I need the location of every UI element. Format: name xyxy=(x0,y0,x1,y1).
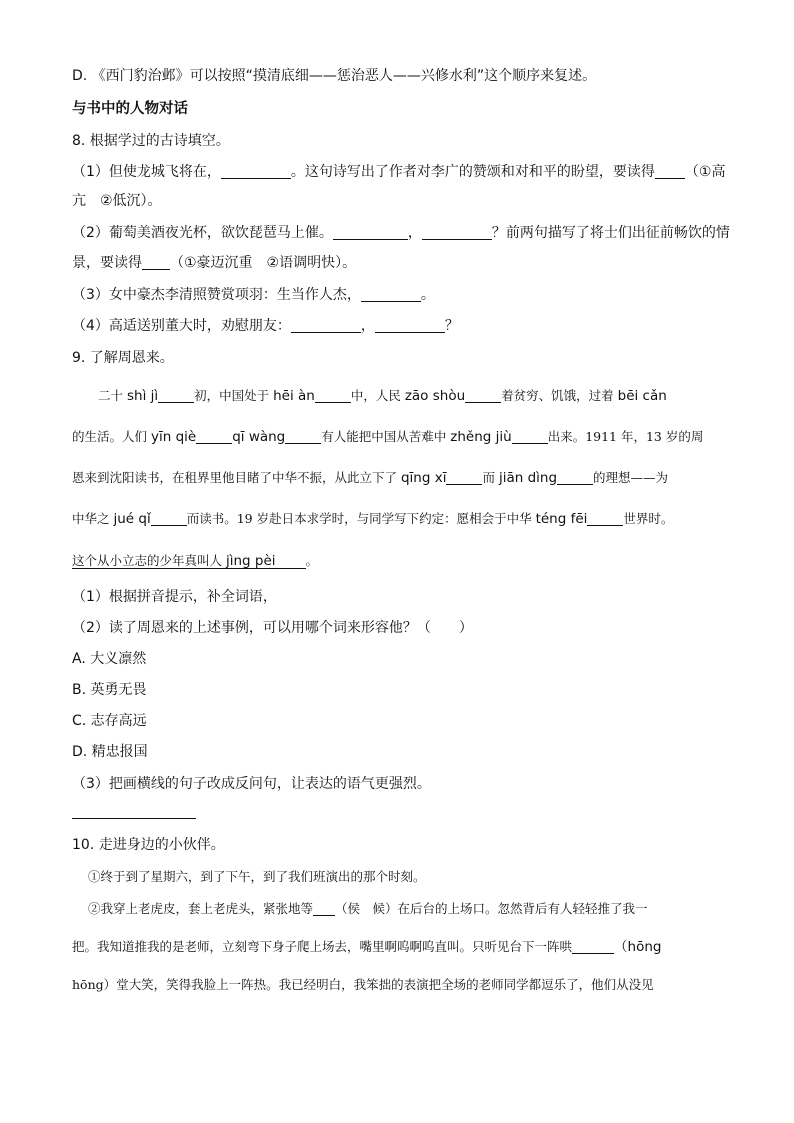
pinyin-hint: jiān dìng xyxy=(498,470,558,486)
q10-para2-line1: ②我穿上老虎皮，套上老虎头，紧张地等 （侯 候）在后台的上场口。忽然背后有人轻轻推了我一 xyxy=(88,901,648,916)
answer-blank[interactable] xyxy=(151,511,187,526)
q9-option-b[interactable]: B. 英勇无畏 xyxy=(72,682,147,698)
q8-part4: （4）高适送别董大时，劝慰朋友： ， ？ xyxy=(72,318,459,334)
answer-blank[interactable] xyxy=(446,470,482,485)
passage-text: 初，中国处于 xyxy=(194,388,274,403)
q9-option-c[interactable]: C. 志存高远 xyxy=(72,713,147,729)
q9-passage-line2 xyxy=(72,427,734,447)
answer-blank[interactable] xyxy=(361,287,421,302)
q9-option-d[interactable]: D. 精忠报国 xyxy=(72,744,148,760)
passage-text: 中，人民 xyxy=(350,388,405,403)
section-title: 与书中的人物对话 xyxy=(72,101,188,117)
answer-blank[interactable] xyxy=(557,470,593,485)
passage-text: 的理想——为 xyxy=(593,470,669,485)
pinyin-hint: qī wàng xyxy=(232,429,286,445)
answer-blank[interactable] xyxy=(291,318,361,333)
q8-title: 8. 根据学过的古诗填空。 xyxy=(72,133,230,149)
q9-subq2: （2）读了周恩来的上述事例，可以用哪个词来形容他？（ ） xyxy=(72,620,473,636)
passage-text: 而 xyxy=(482,470,499,485)
q10-para2-line3: hōng）堂大笑，笑得我脸上一阵热。我已经明白，我笨拙的表演把全场的老师同学都逗乐了，他们从没见 xyxy=(72,977,654,992)
pinyin-hint: hēi àn xyxy=(273,388,315,404)
q9-subq3: （3）把画横线的句子改成反问句，让表达的语气更强烈。 xyxy=(72,776,431,792)
pinyin-hint: téng fēi xyxy=(535,511,588,527)
answer-blank[interactable] xyxy=(655,164,685,179)
q10-para1: ①终于到了星期六，到了下午，到了我们班演出的那个时刻。 xyxy=(88,869,426,884)
answer-blank[interactable] xyxy=(587,511,623,526)
pinyin-hint: yīn qiè xyxy=(150,429,197,445)
q9-passage-line4 xyxy=(72,509,734,529)
q8-part2-line2: 景，要读得 （①豪迈沉重 ②语调明快）。 xyxy=(72,255,357,271)
q10-para2-line2: 把。我知道推我的是老师，立刻弯下身子爬上场去，嘴里啊呜啊呜直叫。只听见台下一阵哄 （hōng xyxy=(72,939,662,955)
passage-text: 着贫穷、饥饿，过着 xyxy=(501,388,618,403)
q9-title: 9. 了解周恩来。 xyxy=(72,350,174,366)
pinyin-hint: qīng xī xyxy=(400,470,447,486)
passage-text: 出来。1911 年，13 岁的周 xyxy=(547,429,704,444)
pinyin-hint: shì jì xyxy=(126,388,159,404)
q8-part2-line1: （2）葡萄美酒夜光杯，欲饮琵琶马上催。 ， ？前两句描写了将士们出征前畅饮的情 xyxy=(72,225,730,241)
passage-text: 世界时。 xyxy=(623,511,674,526)
q9-passage-line3 xyxy=(72,468,734,488)
answer-line[interactable] xyxy=(72,818,196,819)
pinyin-hint: zhěng jiù xyxy=(450,429,512,445)
passage-text: 而读书。19 岁赴日本求学时，与同学写下约定：愿相会于中华 xyxy=(186,511,536,526)
passage-text: 二十 xyxy=(98,388,127,403)
answer-blank[interactable] xyxy=(422,225,492,240)
passage-text: 的生活。人们 xyxy=(72,429,151,444)
answer-blank[interactable] xyxy=(285,429,321,444)
pinyin-hint: bēi cǎn xyxy=(617,388,667,404)
answer-blank[interactable] xyxy=(158,388,194,403)
passage-text: 中华之 xyxy=(72,511,114,526)
answer-blank[interactable] xyxy=(142,255,170,270)
q9-passage-line5-underlined: 这个从小立志的少年真叫人 jìng pèi 。 xyxy=(72,553,319,569)
pinyin-hint: jué qǐ xyxy=(113,511,151,527)
answer-blank[interactable] xyxy=(375,318,445,333)
q8-part1-line1: （1）但使龙城飞将在， 。这句诗写出了作者对李广的赞颂和对和平的盼望，要读得 （①高 xyxy=(72,164,726,180)
q9-option-a[interactable]: A. 大义凛然 xyxy=(72,651,147,667)
q8-part3: （3）女中豪杰李清照赞赏项羽：生当作人杰， 。 xyxy=(72,287,435,303)
q9-passage-line1 xyxy=(72,386,734,406)
q10-title: 10. 走进身边的小伙伴。 xyxy=(72,837,225,853)
answer-blank[interactable] xyxy=(465,388,501,403)
q9-subq1: （1）根据拼音提示，补全词语， xyxy=(72,589,277,605)
answer-blank[interactable] xyxy=(512,429,548,444)
answer-blank[interactable] xyxy=(572,939,614,954)
answer-blank[interactable] xyxy=(313,901,335,916)
passage-text: 恩来到沈阳读书，在租界里他目睹了中华不振，从此立下了 xyxy=(72,470,401,485)
answer-blank[interactable] xyxy=(221,164,291,179)
passage-text: 有人能把中国从苦难中 xyxy=(321,429,451,444)
q7-option-d: D. 《西门豹治邺》可以按照“摸清底细——惩治恶人——兴修水利”这个顺序来复述。 xyxy=(72,68,597,84)
answer-blank[interactable] xyxy=(333,225,408,240)
q8-part1-line2: 亢 ②低沉）。 xyxy=(72,193,162,209)
pinyin-hint: zāo shòu xyxy=(404,388,466,404)
answer-blank[interactable] xyxy=(196,429,232,444)
answer-blank[interactable] xyxy=(315,388,351,403)
